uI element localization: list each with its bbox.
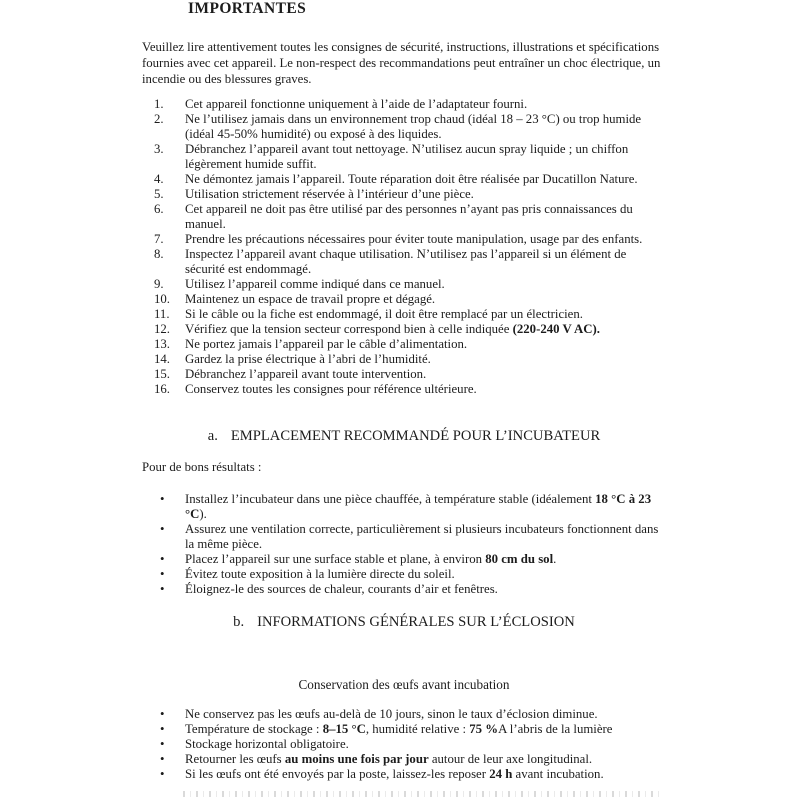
document-content [142, 0, 666, 782]
safety-instruction-item [154, 142, 666, 172]
placement-bullet-item [160, 492, 666, 522]
safety-instruction-item [154, 187, 666, 202]
list-item-text: Utilisation strictement réservée à l’intérieur d’une pièce. [185, 187, 474, 201]
list-item-text: Débranchez l’appareil avant tout nettoyage. N’utilisez aucun spray liquide ; un chiffon légèrement humide suffit. [185, 142, 629, 171]
list-item-text: Évitez toute exposition à la lumière directe du soleil. [185, 567, 455, 581]
conservation-bullet-item [160, 752, 666, 767]
safety-instruction-item [154, 322, 666, 337]
list-item-text: Maintenez un espace de travail propre et dégagé. [185, 292, 436, 306]
safety-instruction-item [154, 277, 666, 292]
safety-instruction-item [154, 112, 666, 142]
list-item-text: Cet appareil fonctionne uniquement à l’aide de l’adaptateur fourni. [185, 97, 528, 111]
list-item-text: Ne portez jamais l’appareil par le câble d’alimentation. [185, 337, 468, 351]
placement-bullet-item [160, 582, 666, 597]
placement-bullet-item [160, 552, 666, 567]
conservation-bullet-item [160, 737, 666, 752]
safety-instruction-item [154, 172, 666, 187]
page-heading-importantes: IMPORTANTES [188, 0, 307, 17]
list-item-text: Retourner les œufs au moins une fois par jour autour de leur axe longitudinal. [185, 752, 593, 766]
safety-instruction-item [154, 382, 666, 397]
bullet-icon: • [160, 737, 165, 751]
item-number: 3. [154, 142, 164, 156]
list-item-text: Prendre les précautions nécessaires pour éviter toute manipulation, usage par des enfants. [185, 232, 643, 246]
list-item-text: Stockage horizontal obligatoire. [185, 737, 349, 751]
item-number: 5. [154, 187, 164, 201]
bullet-icon: • [160, 582, 165, 596]
bullet-icon: • [160, 492, 165, 506]
placement-bullet-item [160, 567, 666, 582]
list-item-text: Température de stockage : 8–15 °C, humidité relative : 75 %A l’abris de la lumière [185, 722, 613, 736]
item-number: 4. [154, 172, 164, 186]
conservation-bullet-item [160, 707, 666, 722]
section-b-marker: b. [233, 614, 245, 630]
list-item-text: Si les œufs ont été envoyés par la poste, laissez-les reposer 24 h avant incubation. [185, 767, 604, 781]
list-item-text: Ne conservez pas les œufs au-delà de 10 jours, sinon le taux d’éclosion diminue. [185, 707, 598, 721]
item-number: 2. [154, 112, 164, 126]
list-item-text: Si le câble ou la fiche est endommagé, il doit être remplacé par un électricien. [185, 307, 583, 321]
safety-instruction-item [154, 97, 666, 112]
safety-instruction-item [154, 352, 666, 367]
list-item-text: Vérifiez que la tension secteur correspond bien à celle indiquée (220-240 V AC). [185, 322, 600, 336]
section-b-heading [142, 613, 666, 631]
item-number: 10. [154, 292, 170, 306]
conservation-bullet-item [160, 722, 666, 737]
bullet-icon: • [160, 752, 165, 766]
item-number: 8. [154, 247, 164, 261]
list-item-text: Ne démontez jamais l’appareil. Toute réparation doit être réalisée par Ducatillon Nature. [185, 172, 638, 186]
section-a-title: EMPLACEMENT RECOMMANDÉ POUR L’INCUBATEUR [230, 428, 601, 444]
safety-instruction-item [154, 202, 666, 232]
section-a-heading [142, 427, 666, 445]
safety-instruction-item [154, 367, 666, 382]
section-a-marker: a. [207, 428, 218, 444]
item-number: 16. [154, 382, 170, 396]
conservation-list [142, 707, 666, 782]
list-item-text: Conservez toutes les consignes pour référence ultérieure. [185, 382, 477, 396]
conservation-heading: Conservation des œufs avant incubation [298, 677, 510, 692]
list-item-text: Assurez une ventilation correcte, particulièrement si plusieurs incubateurs fonctionnent dans la même pièce. [185, 522, 659, 551]
placement-bullet-item [160, 522, 666, 552]
bullet-icon: • [160, 522, 165, 536]
safety-instruction-item [154, 247, 666, 277]
list-item-text: Éloignez-le des sources de chaleur, courants d’air et fenêtres. [185, 582, 498, 596]
bullet-icon: • [160, 567, 165, 581]
conservation-bullet-item [160, 767, 666, 782]
clipped-next-line [183, 791, 661, 797]
item-number: 14. [154, 352, 170, 366]
placement-list [142, 492, 666, 597]
list-item-text: Ne l’utilisez jamais dans un environnement trop chaud (idéal 18 – 23 °C) ou trop humide (idéal 45-50% humidité) ou exposé à des liquides. [185, 112, 642, 141]
list-item-text: Débranchez l’appareil avant toute intervention. [185, 367, 427, 381]
item-number: 12. [154, 322, 170, 336]
item-number: 15. [154, 367, 170, 381]
safety-instructions-list [142, 97, 666, 397]
list-item-text: Inspectez l’appareil avant chaque utilisation. N’utilisez pas l’appareil si un élément de sécurité est endommagé. [185, 247, 627, 276]
list-item-text: Utilisez l’appareil comme indiqué dans ce manuel. [185, 277, 445, 291]
section-b-title: INFORMATIONS GÉNÉRALES SUR L’ÉCLOSION [257, 614, 575, 630]
item-number: 1. [154, 97, 164, 111]
intro-paragraph: Veuillez lire attentivement toutes les consignes de sécurité, instructions, illustrations et spécifications fournies avec cet appareil. Le non-respect des recommandations peut entraîner un choc électrique, un incendie ou des blessures graves. [142, 40, 661, 86]
item-number: 13. [154, 337, 170, 351]
list-item-text: Cet appareil ne doit pas être utilisé par des personnes n’ayant pas pris connaissances du manuel. [185, 202, 633, 231]
item-number: 9. [154, 277, 164, 291]
safety-instruction-item [154, 337, 666, 352]
list-item-text: Gardez la prise électrique à l’abri de l’humidité. [185, 352, 431, 366]
safety-instruction-item [154, 307, 666, 322]
list-item-text: Installez l’incubateur dans une pièce chauffée, à température stable (idéalement 18 °C à 23 °C). [185, 492, 652, 521]
bullet-icon: • [160, 707, 165, 721]
bullet-icon: • [160, 552, 165, 566]
bullet-icon: • [160, 767, 165, 781]
safety-instruction-item [154, 232, 666, 247]
good-results-label: Pour de bons résultats : [142, 460, 262, 474]
item-number: 7. [154, 232, 164, 246]
item-number: 6. [154, 202, 164, 216]
bullet-icon: • [160, 722, 165, 736]
list-item-text: Placez l’appareil sur une surface stable et plane, à environ 80 cm du sol. [185, 552, 557, 566]
safety-instruction-item [154, 292, 666, 307]
item-number: 11. [154, 307, 170, 321]
